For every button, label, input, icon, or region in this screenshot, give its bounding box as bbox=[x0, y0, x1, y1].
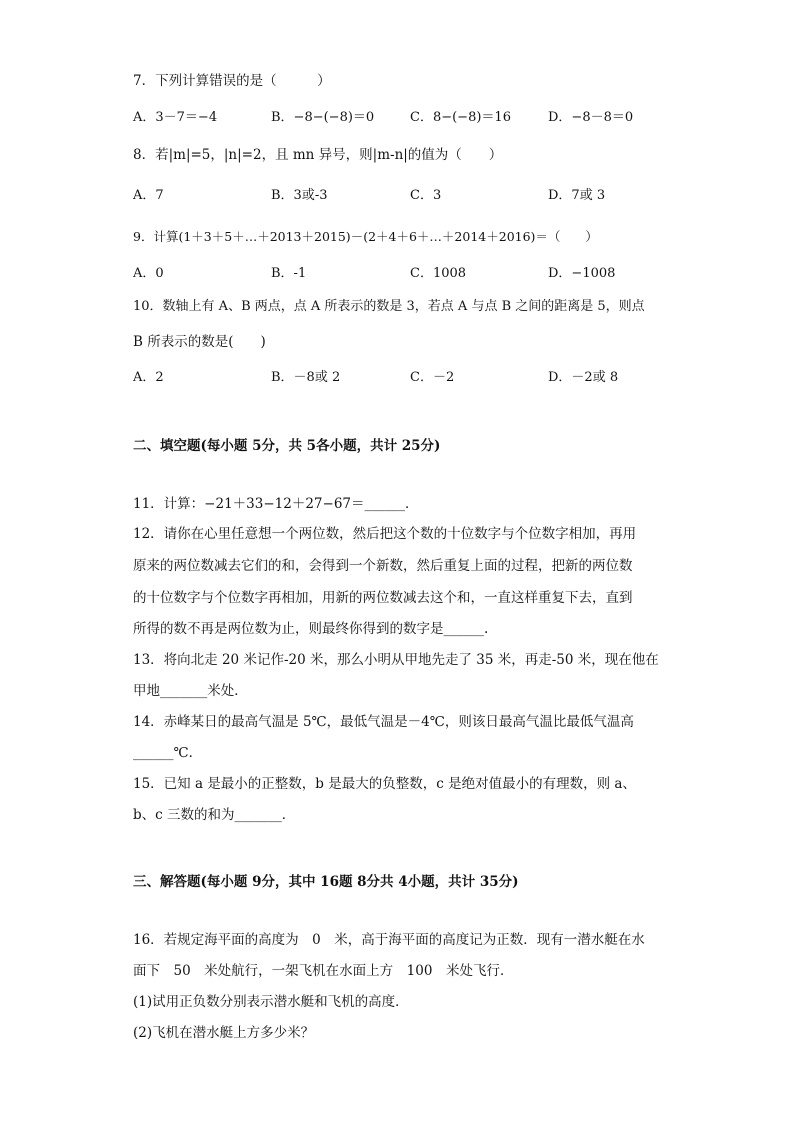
q8-option-b: B．3或-3 bbox=[271, 188, 328, 203]
q12-line-4: 所得的数不再是两位数为止，则最终你得到的数字是______. bbox=[133, 621, 489, 637]
q12-line-2: 原来的两位数减去它们的和，会得到一个新数，然后重复上面的过程，把新的两位数 bbox=[133, 558, 633, 574]
q16-line-2: 面下 50 米处航行，一架飞机在水面上方 100 米处飞行． bbox=[133, 963, 514, 979]
q8-option-c: C．3 bbox=[410, 188, 442, 203]
q10-stem-line-2: B 所表示的数是( ) bbox=[133, 334, 266, 350]
q8-option-d: D．7或 3 bbox=[548, 188, 606, 203]
q12-line-3: 的十位数字与个位数字再相加，用新的两位数减去这个和，一直这样重复下去，直到 bbox=[133, 590, 633, 606]
q9-option-c: C．1008 bbox=[410, 266, 467, 281]
q15-line-1: 15．已知 a 是最小的正整数，b 是最大的负整数，c 是绝对值最小的有理数，则 a、 bbox=[133, 776, 636, 792]
section-2-heading: 二、填空题(每小题 5分，共 5各小题，共计 25分) bbox=[133, 438, 441, 454]
q10-option-c: C．－2 bbox=[410, 370, 455, 385]
section-3-heading: 三、解答题(每小题 9分，其中 16题 8分共 4小题，共计 35分) bbox=[133, 874, 519, 890]
q15-line-2: b、c 三数的和为_______． bbox=[133, 807, 296, 823]
q9-option-a: A．0 bbox=[133, 266, 164, 281]
q16-line-4: (2)飞机在潜水艇上方多少米？ bbox=[133, 1025, 315, 1041]
q10-stem-line-1: 10．数轴上有 A、B 两点，点 A 所表示的数是 3，若点 A 与点 B 之间的距离是 5，则点 bbox=[133, 299, 645, 314]
q7-option-b: B．−8−(−8)＝0 bbox=[271, 110, 375, 125]
q14-line-2: ______℃． bbox=[133, 745, 203, 761]
q16-line-1: 16．若规定海平面的高度为 0 米，高于海平面的高度记为正数．现有一潜水艇在水 bbox=[133, 932, 645, 948]
q11-text: 11．计算：−21＋33−12＋27−67＝______． bbox=[133, 496, 419, 512]
q7-stem: 7．下列计算错误的是（ ） bbox=[133, 73, 331, 89]
q12-line-1: 12．请你在心里任意想一个两位数，然后把这个数的十位数字与个位数字相加，再用 bbox=[133, 526, 637, 542]
q8-stem: 8．若|m|=5，|n|=2，且 mn 异号，则|m-n|的值为（ ） bbox=[133, 147, 503, 163]
q9-option-b: B．-1 bbox=[271, 266, 307, 281]
q13-line-1: 13．将向北走 20 米记作-20 米，那么小明从甲地先走了 35 米，再走-50 米，现在他在 bbox=[133, 652, 659, 668]
q10-option-d: D．－2或 8 bbox=[548, 370, 619, 385]
q14-line-1: 14．赤峰某日的最高气温是 5℃，最低气温是－4℃，则该日最高气温比最低气温高 bbox=[133, 714, 634, 730]
q10-option-b: B．－8或 2 bbox=[271, 370, 341, 385]
q9-stem: 9．计算(1＋3＋5＋…＋2013＋2015)－(2＋4＋6＋…＋2014＋2016)＝（ ） bbox=[133, 229, 598, 244]
q16-line-3: (1)试用正负数分别表示潜水艇和飞机的高度． bbox=[133, 994, 409, 1010]
q7-option-c: C．8−(−8)＝16 bbox=[410, 110, 511, 125]
q13-line-2: 甲地_______米处． bbox=[133, 683, 248, 699]
q7-option-a: A．3－7＝−4 bbox=[133, 110, 218, 125]
q8-option-a: A．7 bbox=[133, 188, 164, 203]
q9-option-d: D．−1008 bbox=[548, 266, 616, 281]
q7-option-d: D．−8－8＝0 bbox=[548, 110, 634, 125]
q10-option-a: A．2 bbox=[133, 370, 164, 385]
